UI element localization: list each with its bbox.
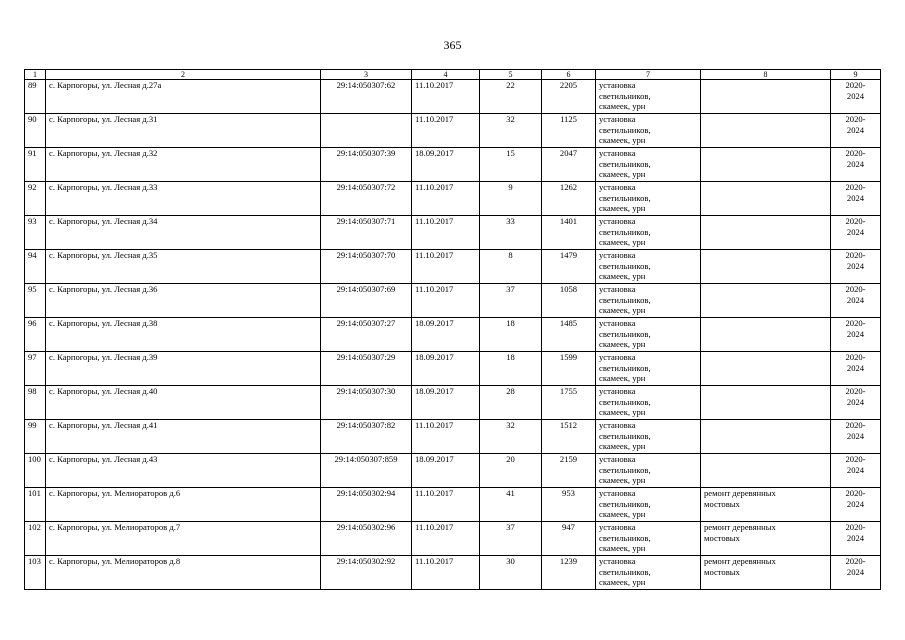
- period-cell: [831, 182, 881, 216]
- cell-line: светильников,: [599, 192, 651, 203]
- cell-line: ремонт деревянных: [704, 488, 776, 498]
- cell-line: 2024: [846, 328, 865, 339]
- cadastral-number-cell: 29:14:050307:82: [321, 420, 412, 454]
- cell-line: скамеек, урн: [599, 407, 646, 418]
- cell-line: скамеек, урн: [599, 373, 646, 384]
- address-cell: с. Карпогоры, ул. Мелиораторов д.6: [46, 488, 321, 522]
- work-description-cell: [596, 454, 701, 488]
- cell-line: скамеек, урн: [599, 509, 646, 520]
- cell-line: 2024: [846, 464, 865, 475]
- repair-description-cell: [701, 284, 831, 318]
- date-cell: 11.10.2017: [412, 284, 480, 318]
- date-cell: 11.10.2017: [412, 216, 480, 250]
- cadastral-number-cell: [321, 114, 412, 148]
- table-row: [25, 352, 881, 386]
- cell-line: скамеек, урн: [599, 305, 646, 316]
- work-description-cell: [596, 386, 701, 420]
- address-cell: с. Карпогоры, ул. Лесная д.32: [46, 148, 321, 182]
- date-cell: 18.09.2017: [412, 352, 480, 386]
- repair-description-cell: [701, 420, 831, 454]
- table-row: [25, 386, 881, 420]
- cell-line: 2024: [846, 430, 865, 441]
- repair-description-cell: [701, 454, 831, 488]
- cell-line: 2024: [846, 158, 865, 169]
- column-6-value: 1262: [542, 182, 596, 216]
- cell-line: установка: [599, 454, 636, 464]
- cell-line: мостовых: [704, 532, 740, 543]
- cadastral-number-cell: 29:14:050307:70: [321, 250, 412, 284]
- address-cell: с. Карпогоры, ул. Лесная д.41: [46, 420, 321, 454]
- table-row: [25, 114, 881, 148]
- address-cell: с. Карпогоры, ул. Лесная д.38: [46, 318, 321, 352]
- row-number: 95: [25, 284, 46, 318]
- work-description-cell: [596, 182, 701, 216]
- period-cell: [831, 352, 881, 386]
- address-cell: с. Карпогоры, ул. Лесная д.27а: [46, 80, 321, 114]
- cell-line: 2020-: [845, 420, 866, 430]
- table-row: [25, 284, 881, 318]
- cell-line: 2020-: [845, 556, 866, 566]
- row-number: 93: [25, 216, 46, 250]
- work-description-cell: [596, 250, 701, 284]
- cell-line: 2024: [846, 566, 865, 577]
- cell-line: светильников,: [599, 430, 651, 441]
- cell-line: скамеек, урн: [599, 339, 646, 350]
- cell-line: 2020-: [845, 488, 866, 498]
- cell-line: скамеек, урн: [599, 101, 646, 112]
- column-6-value: 1485: [542, 318, 596, 352]
- work-description-cell: [596, 114, 701, 148]
- work-description-cell: [596, 216, 701, 250]
- cell-line: 2020-: [845, 250, 866, 260]
- cell-line: 2024: [846, 226, 865, 237]
- cell-line: светильников,: [599, 124, 651, 135]
- row-number: 92: [25, 182, 46, 216]
- date-cell: 11.10.2017: [412, 182, 480, 216]
- cell-line: скамеек, урн: [599, 203, 646, 214]
- cell-line: светильников,: [599, 294, 651, 305]
- row-number: 99: [25, 420, 46, 454]
- date-cell: 11.10.2017: [412, 522, 480, 556]
- repair-description-cell: [701, 114, 831, 148]
- cell-line: 2020-: [845, 386, 866, 396]
- cell-line: скамеек, урн: [599, 135, 646, 146]
- cell-line: скамеек, урн: [599, 543, 646, 554]
- table-row: [25, 148, 881, 182]
- work-description-cell: [596, 80, 701, 114]
- cadastral-number-cell: 29:14:050307:30: [321, 386, 412, 420]
- table-row: [25, 182, 881, 216]
- date-cell: 11.10.2017: [412, 114, 480, 148]
- cell-line: светильников,: [599, 226, 651, 237]
- cell-line: светильников,: [599, 362, 651, 373]
- column-header: 9: [831, 70, 881, 80]
- address-cell: с. Карпогоры, ул. Лесная д.35: [46, 250, 321, 284]
- column-5-value: 18: [480, 318, 542, 352]
- row-number: 94: [25, 250, 46, 284]
- cell-line: 2024: [846, 260, 865, 271]
- repair-description-cell: [701, 522, 831, 556]
- cell-line: установка: [599, 148, 636, 158]
- repair-description-cell: [701, 182, 831, 216]
- column-6-value: 1058: [542, 284, 596, 318]
- date-cell: 11.10.2017: [412, 250, 480, 284]
- cell-line: 2020-: [845, 284, 866, 294]
- row-number: 103: [25, 556, 46, 590]
- cell-line: 2020-: [845, 182, 866, 192]
- column-6-value: 947: [542, 522, 596, 556]
- cell-line: установка: [599, 284, 636, 294]
- cell-line: 2020-: [845, 318, 866, 328]
- cell-line: 2024: [846, 532, 865, 543]
- period-cell: [831, 114, 881, 148]
- column-5-value: 9: [480, 182, 542, 216]
- cadastral-number-cell: 29:14:050302:92: [321, 556, 412, 590]
- cell-line: 2020-: [845, 148, 866, 158]
- cell-line: установка: [599, 522, 636, 532]
- page-number: 365: [443, 38, 462, 52]
- work-description-cell: [596, 148, 701, 182]
- registry-table: [24, 69, 881, 590]
- cell-line: скамеек, урн: [599, 237, 646, 248]
- repair-description-cell: [701, 488, 831, 522]
- column-6-value: 2205: [542, 80, 596, 114]
- table-row: [25, 522, 881, 556]
- cell-line: светильников,: [599, 328, 651, 339]
- column-header: 2: [46, 70, 321, 80]
- repair-description-cell: [701, 352, 831, 386]
- date-cell: 18.09.2017: [412, 454, 480, 488]
- cell-line: светильников,: [599, 90, 651, 101]
- cell-line: 2024: [846, 124, 865, 135]
- table-row: [25, 80, 881, 114]
- cell-line: скамеек, урн: [599, 475, 646, 486]
- period-cell: [831, 80, 881, 114]
- cadastral-number-cell: 29:14:050307:27: [321, 318, 412, 352]
- period-cell: [831, 420, 881, 454]
- row-number: 98: [25, 386, 46, 420]
- cell-line: 2020-: [845, 352, 866, 362]
- cadastral-number-cell: 29:14:050307:72: [321, 182, 412, 216]
- column-6-value: 1755: [542, 386, 596, 420]
- period-cell: [831, 284, 881, 318]
- cell-line: 2020-: [845, 216, 866, 226]
- cadastral-number-cell: 29:14:050307:29: [321, 352, 412, 386]
- cell-line: скамеек, урн: [599, 577, 646, 588]
- repair-description-cell: [701, 80, 831, 114]
- table-row: [25, 216, 881, 250]
- cell-line: 2020-: [845, 80, 866, 90]
- cell-line: ремонт деревянных: [704, 556, 776, 566]
- column-6-value: 1599: [542, 352, 596, 386]
- row-number: 89: [25, 80, 46, 114]
- address-cell: с. Карпогоры, ул. Мелиораторов д.7: [46, 522, 321, 556]
- table-row: [25, 250, 881, 284]
- date-cell: 18.09.2017: [412, 318, 480, 352]
- column-header: 4: [412, 70, 480, 80]
- table-row: [25, 556, 881, 590]
- address-cell: с. Карпогоры, ул. Мелиораторов д.8: [46, 556, 321, 590]
- period-cell: [831, 386, 881, 420]
- cell-line: установка: [599, 386, 636, 396]
- row-number: 96: [25, 318, 46, 352]
- date-cell: 18.09.2017: [412, 386, 480, 420]
- column-header: 5: [480, 70, 542, 80]
- cell-line: 2024: [846, 362, 865, 373]
- column-number-row: [25, 70, 881, 80]
- row-number: 100: [25, 454, 46, 488]
- cell-line: установка: [599, 250, 636, 260]
- cell-line: скамеек, урн: [599, 271, 646, 282]
- cell-line: светильников,: [599, 260, 651, 271]
- cell-line: светильников,: [599, 532, 651, 543]
- row-number: 90: [25, 114, 46, 148]
- cell-line: установка: [599, 216, 636, 226]
- cell-line: светильников,: [599, 464, 651, 475]
- repair-description-cell: [701, 556, 831, 590]
- address-cell: с. Карпогоры, ул. Лесная д.43: [46, 454, 321, 488]
- cell-line: установка: [599, 420, 636, 430]
- address-cell: с. Карпогоры, ул. Лесная д.34: [46, 216, 321, 250]
- column-header: 1: [25, 70, 46, 80]
- column-header: 3: [321, 70, 412, 80]
- column-6-value: 1512: [542, 420, 596, 454]
- cadastral-number-cell: 29:14:050307:69: [321, 284, 412, 318]
- cadastral-number-cell: 29:14:050302:94: [321, 488, 412, 522]
- cell-line: ремонт деревянных: [704, 522, 776, 532]
- address-cell: с. Карпогоры, ул. Лесная д.40: [46, 386, 321, 420]
- address-cell: с. Карпогоры, ул. Лесная д.36: [46, 284, 321, 318]
- cell-line: светильников,: [599, 566, 651, 577]
- column-5-value: 30: [480, 556, 542, 590]
- cell-line: скамеек, урн: [599, 441, 646, 452]
- cell-line: скамеек, урн: [599, 169, 646, 180]
- period-cell: [831, 216, 881, 250]
- column-5-value: 33: [480, 216, 542, 250]
- cell-line: установка: [599, 182, 636, 192]
- column-6-value: 1401: [542, 216, 596, 250]
- repair-description-cell: [701, 318, 831, 352]
- address-cell: с. Карпогоры, ул. Лесная д.39: [46, 352, 321, 386]
- column-5-value: 32: [480, 420, 542, 454]
- cell-line: 2024: [846, 90, 865, 101]
- column-5-value: 20: [480, 454, 542, 488]
- period-cell: [831, 148, 881, 182]
- column-5-value: 37: [480, 522, 542, 556]
- column-5-value: 15: [480, 148, 542, 182]
- period-cell: [831, 522, 881, 556]
- cell-line: 2020-: [845, 454, 866, 464]
- row-number: 91: [25, 148, 46, 182]
- table-row: [25, 488, 881, 522]
- column-header: 7: [596, 70, 701, 80]
- cell-line: 2024: [846, 192, 865, 203]
- address-cell: с. Карпогоры, ул. Лесная д.31: [46, 114, 321, 148]
- cell-line: светильников,: [599, 158, 651, 169]
- cell-line: 2024: [846, 294, 865, 305]
- work-description-cell: [596, 284, 701, 318]
- cell-line: 2024: [846, 498, 865, 509]
- cell-line: установка: [599, 114, 636, 124]
- cell-line: установка: [599, 352, 636, 362]
- repair-description-cell: [701, 250, 831, 284]
- column-5-value: 32: [480, 114, 542, 148]
- work-description-cell: [596, 318, 701, 352]
- cell-line: светильников,: [599, 498, 651, 509]
- work-description-cell: [596, 420, 701, 454]
- column-5-value: 8: [480, 250, 542, 284]
- column-6-value: 1239: [542, 556, 596, 590]
- period-cell: [831, 454, 881, 488]
- table-row: [25, 420, 881, 454]
- repair-description-cell: [701, 148, 831, 182]
- column-6-value: 953: [542, 488, 596, 522]
- period-cell: [831, 318, 881, 352]
- work-description-cell: [596, 488, 701, 522]
- period-cell: [831, 488, 881, 522]
- cadastral-number-cell: 29:14:050307:71: [321, 216, 412, 250]
- column-5-value: 41: [480, 488, 542, 522]
- cell-line: 2020-: [845, 114, 866, 124]
- column-5-value: 22: [480, 80, 542, 114]
- date-cell: 11.10.2017: [412, 80, 480, 114]
- work-description-cell: [596, 522, 701, 556]
- column-5-value: 28: [480, 386, 542, 420]
- cell-line: установка: [599, 80, 636, 90]
- cadastral-number-cell: 29:14:050307:39: [321, 148, 412, 182]
- cell-line: установка: [599, 488, 636, 498]
- column-header: 8: [701, 70, 831, 80]
- date-cell: 11.10.2017: [412, 488, 480, 522]
- cadastral-number-cell: 29:14:050307:859: [321, 454, 412, 488]
- cell-line: 2024: [846, 396, 865, 407]
- column-6-value: 1479: [542, 250, 596, 284]
- cadastral-number-cell: 29:14:050302:96: [321, 522, 412, 556]
- cell-line: светильников,: [599, 396, 651, 407]
- work-description-cell: [596, 556, 701, 590]
- row-number: 97: [25, 352, 46, 386]
- column-5-value: 18: [480, 352, 542, 386]
- row-number: 101: [25, 488, 46, 522]
- cell-line: мостовых: [704, 566, 740, 577]
- period-cell: [831, 556, 881, 590]
- cell-line: 2020-: [845, 522, 866, 532]
- address-cell: с. Карпогоры, ул. Лесная д.33: [46, 182, 321, 216]
- table-row: [25, 318, 881, 352]
- period-cell: [831, 250, 881, 284]
- cell-line: установка: [599, 556, 636, 566]
- column-header: 6: [542, 70, 596, 80]
- date-cell: 11.10.2017: [412, 420, 480, 454]
- column-6-value: 2047: [542, 148, 596, 182]
- date-cell: 18.09.2017: [412, 148, 480, 182]
- row-number: 102: [25, 522, 46, 556]
- cell-line: установка: [599, 318, 636, 328]
- cadastral-number-cell: 29:14:050307:62: [321, 80, 412, 114]
- repair-description-cell: [701, 386, 831, 420]
- table-row: [25, 454, 881, 488]
- column-6-value: 2159: [542, 454, 596, 488]
- column-6-value: 1125: [542, 114, 596, 148]
- repair-description-cell: [701, 216, 831, 250]
- work-description-cell: [596, 352, 701, 386]
- cell-line: мостовых: [704, 498, 740, 509]
- column-5-value: 37: [480, 284, 542, 318]
- date-cell: 11.10.2017: [412, 556, 480, 590]
